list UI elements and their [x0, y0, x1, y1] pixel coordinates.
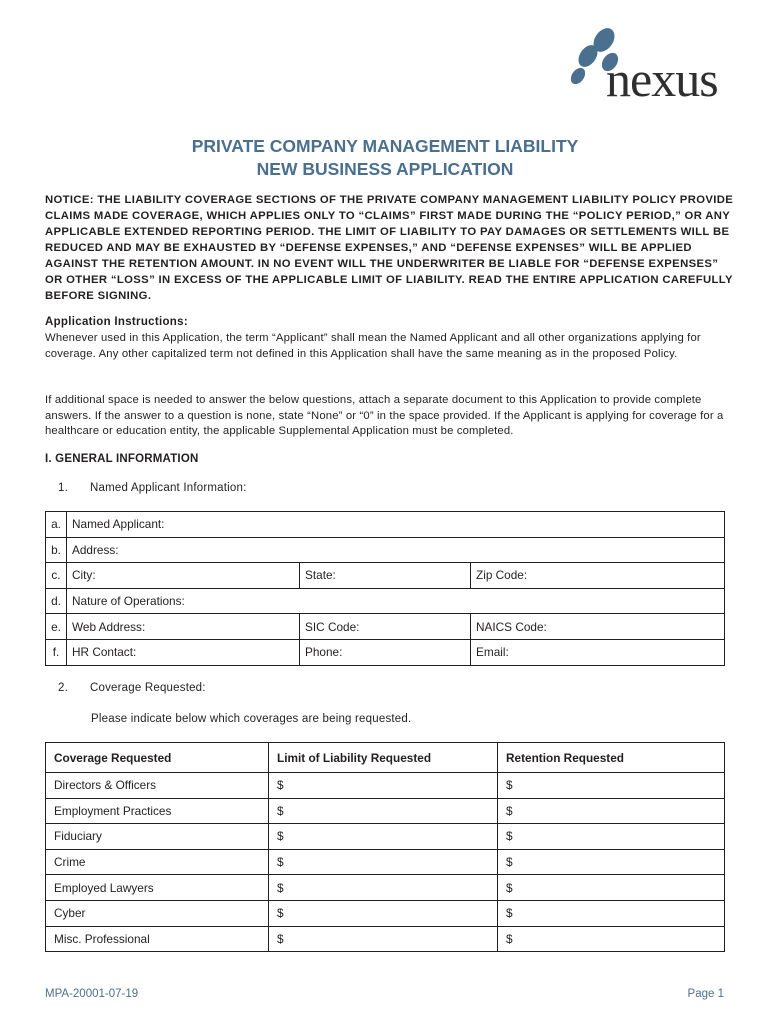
- retention-field[interactable]: $: [498, 849, 725, 875]
- table-row: [46, 875, 725, 901]
- coverage-label: Misc. Professional: [54, 931, 150, 946]
- table-row: [46, 926, 725, 952]
- coverage-label: Crime: [54, 855, 86, 870]
- coverage-label: Fiduciary: [54, 829, 102, 844]
- table-row: [46, 798, 725, 824]
- limit-of-liability-field[interactable]: $: [269, 875, 498, 901]
- page-number: Page 1: [687, 988, 724, 1000]
- coverage-cell: [46, 926, 269, 952]
- retention-field[interactable]: $: [498, 875, 725, 901]
- table-row: [46, 824, 725, 850]
- limit-of-liability-field[interactable]: $: [269, 773, 498, 799]
- row-letter: f.: [46, 639, 67, 665]
- limit-of-liability-field[interactable]: $: [269, 849, 498, 875]
- naics-code-field[interactable]: NAICS Code:: [471, 614, 725, 640]
- limit-of-liability-field[interactable]: $: [269, 900, 498, 926]
- limit-of-liability-field[interactable]: $: [269, 824, 498, 850]
- instructions-heading: Application Instructions:: [45, 316, 188, 328]
- table-row-web-sic-naics: [46, 614, 725, 640]
- coverage-label: Directors & Officers: [54, 778, 157, 793]
- form-number: MPA-20001-07-19: [45, 988, 139, 1000]
- coverage-cell: [46, 798, 269, 824]
- header-limit-of-liability: Limit of Liability Requested: [269, 743, 498, 773]
- item-2-number: 2.: [58, 682, 68, 694]
- zip-code-field[interactable]: Zip Code:: [471, 563, 725, 589]
- web-address-field[interactable]: Web Address:: [67, 614, 300, 640]
- table-row: [46, 849, 725, 875]
- address-field[interactable]: Address:: [67, 537, 725, 563]
- coverage-cell: [46, 773, 269, 799]
- instructions-paragraph-2: If additional space is needed to answer the below questions, attach a separate document to this Application to provide complete answers. If the answer to a question is none, state “None” or “0” in the space provided. If the Applicant is applying for coverage for a healthcare or education entity, the applicable Supplemental Application must be completed.: [45, 394, 724, 438]
- table-row-hr-phone-email: [46, 639, 725, 665]
- table-row-nature-of-operations: [46, 588, 725, 614]
- applicant-info-table: [45, 511, 725, 666]
- logo-wordmark: nexus: [606, 51, 718, 107]
- phone-field[interactable]: Phone:: [300, 639, 471, 665]
- item-1-number: 1.: [58, 482, 68, 494]
- section-heading-general-information: I. GENERAL INFORMATION: [45, 453, 199, 465]
- retention-field[interactable]: $: [498, 824, 725, 850]
- row-letter: d.: [46, 588, 67, 614]
- row-letter: a.: [46, 512, 67, 538]
- page-title-line1: PRIVATE COMPANY MANAGEMENT LIABILITY: [191, 136, 579, 156]
- row-letter: c.: [46, 563, 67, 589]
- retention-field[interactable]: $: [498, 900, 725, 926]
- coverage-cell: [46, 824, 269, 850]
- table-row: [46, 900, 725, 926]
- limit-of-liability-field[interactable]: $: [269, 798, 498, 824]
- item-1-label: Named Applicant Information:: [90, 482, 247, 494]
- hr-contact-field[interactable]: HR Contact:: [67, 639, 300, 665]
- table-row-named-applicant: [46, 512, 725, 538]
- coverage-table: [45, 742, 725, 952]
- coverage-label: Employment Practices: [54, 803, 172, 818]
- coverage-table-header: [46, 743, 725, 773]
- email-field[interactable]: Email:: [471, 639, 725, 665]
- notice-text: NOTICE: THE LIABILITY COVERAGE SECTIONS OF THE PRIVATE COMPANY MANAGEMENT LIABILITY POLICY PROVIDE CLAIMS MADE COVERAGE, WHICH APPLIES ONLY TO “CLAIMS” FIRST MADE DURING THE “POLICY PERIOD,” OR ANY APPLICABLE EXTENDED REPORTING PERIOD. THE LIMIT OF LIABILITY TO PAY DAMAGES OR SETTLEMENTS WILL BE REDUCED AND MAY BE EXHAUSTED BY “DEFENSE EXPENSES,” AND “DEFENSE EXPENSES” WILL BE APPLIED AGAINST THE RETENTION AMOUNT. IN NO EVENT WILL THE UNDERWRITER BE LIABLE FOR “DEFENSE EXPENSES” OR OTHER “LOSS” IN EXCESS OF THE APPLICABLE LIMIT OF LIABILITY. READ THE ENTIRE APPLICATION CAREFULLY BEFORE SIGNING.: [45, 194, 734, 302]
- retention-field[interactable]: $: [498, 773, 725, 799]
- table-row-city-state-zip: [46, 563, 725, 589]
- city-field[interactable]: City:: [67, 563, 300, 589]
- nexus-logo: [566, 26, 746, 116]
- row-letter: b.: [46, 537, 67, 563]
- limit-of-liability-field[interactable]: $: [269, 926, 498, 952]
- coverage-instruction: Please indicate below which coverages are being requested.: [91, 713, 412, 725]
- row-letter: e.: [46, 614, 67, 640]
- retention-field[interactable]: $: [498, 798, 725, 824]
- table-row: [46, 773, 725, 799]
- instructions-paragraph-1: Whenever used in this Application, the term “Applicant” shall mean the Named Applicant and all other organizations applying for coverage. Any other capitalized term not defined in this Application shall have the same meaning as in the proposed Policy.: [45, 332, 701, 360]
- named-applicant-field[interactable]: Named Applicant:: [67, 512, 725, 538]
- coverage-table-body: [46, 773, 725, 952]
- sic-code-field[interactable]: SIC Code:: [300, 614, 471, 640]
- coverage-label: Employed Lawyers: [54, 880, 154, 895]
- header-retention: Retention Requested: [498, 743, 725, 773]
- state-field[interactable]: State:: [300, 563, 471, 589]
- header-coverage-requested: Coverage Requested: [46, 743, 269, 773]
- coverage-cell: [46, 900, 269, 926]
- item-2-label: Coverage Requested:: [90, 682, 206, 694]
- retention-field[interactable]: $: [498, 926, 725, 952]
- page-title-line2: NEW BUSINESS APPLICATION: [256, 159, 514, 179]
- nature-of-operations-field[interactable]: Nature of Operations:: [67, 588, 725, 614]
- coverage-label: Cyber: [54, 906, 86, 921]
- coverage-cell: [46, 849, 269, 875]
- coverage-cell: [46, 875, 269, 901]
- table-row-address: [46, 537, 725, 563]
